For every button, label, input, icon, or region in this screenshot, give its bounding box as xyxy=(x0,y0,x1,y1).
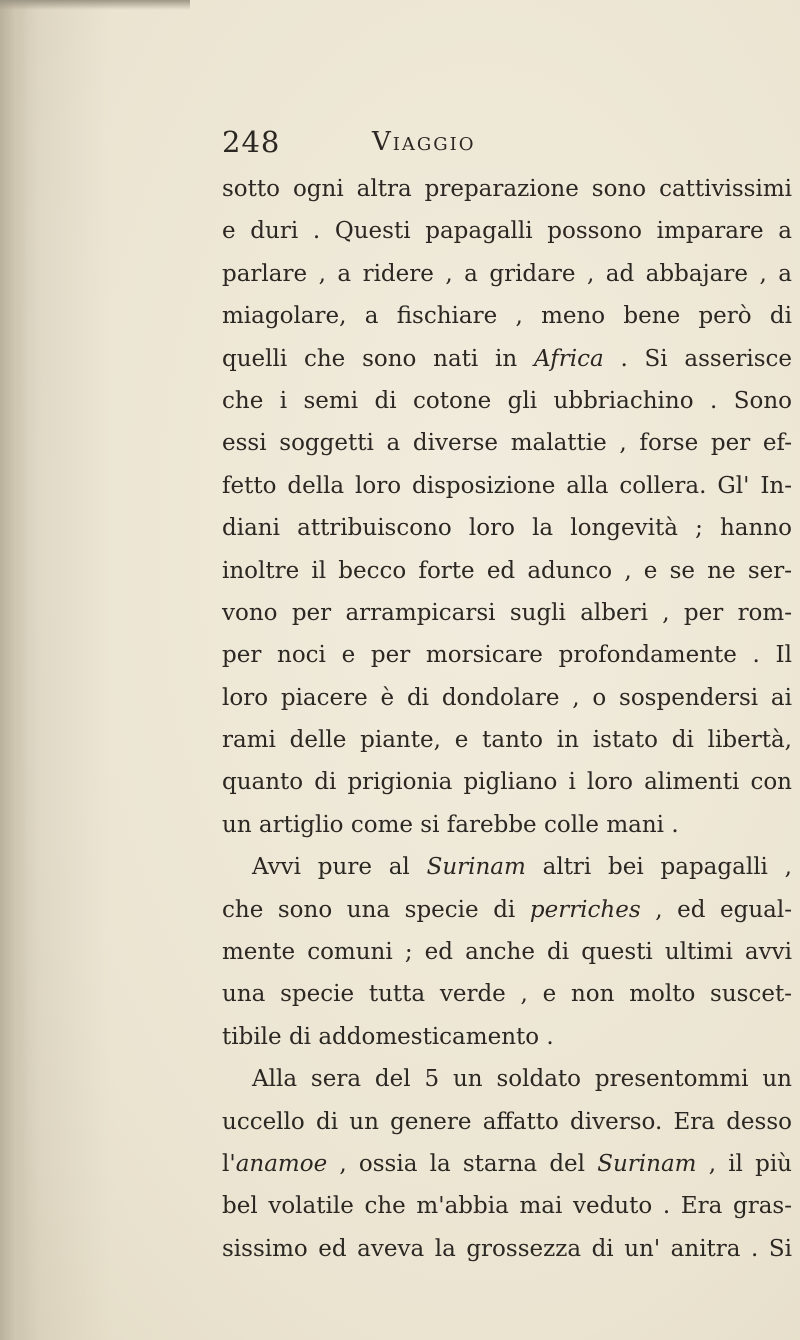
italic-place-name: Surinam xyxy=(426,854,526,881)
page-header xyxy=(222,125,782,165)
text-line: che i semi di cotone gli ubbriachino . Sono xyxy=(222,387,792,414)
text-line: tibile di addomesticamento . xyxy=(222,1023,554,1050)
text-line: mente comuni ; ed anche di questi ultimi avvi xyxy=(222,939,792,966)
text-line: per noci e per morsicare profondamente . Il xyxy=(222,642,792,669)
italic-place-name: Surinam xyxy=(597,1150,697,1177)
text-line: e duri . Questi papagalli possono imparare a xyxy=(222,218,792,245)
page-top-edge xyxy=(0,0,190,10)
text-line: essi soggetti a diverse malattie , forse per ef- xyxy=(222,430,792,457)
body-text xyxy=(222,168,792,1270)
text-segment: quelli che sono nati in xyxy=(222,345,534,372)
running-head: Viaggio xyxy=(372,127,476,157)
text-segment: . Si asserisce xyxy=(603,345,792,372)
text-line: vono per arrampicarsi sugli alberi , per rom- xyxy=(222,599,792,626)
text-line: una specie tutta verde , e non molto suscet- xyxy=(222,981,792,1008)
text-line: quanto di prigionia pigliano i loro alimenti con xyxy=(222,769,792,796)
text-line: sissimo ed aveva la grossezza di un' anitra . Si xyxy=(222,1235,792,1262)
text-line: diani attribuiscono loro la longevità ; hanno xyxy=(222,515,792,542)
italic-term: anamoe xyxy=(235,1150,328,1177)
page-number: 248 xyxy=(222,125,281,159)
text-line: fetto della loro disposizione alla collera. Gl' In- xyxy=(222,472,792,499)
text-line: rami delle piante, e tanto in istato di libertà, xyxy=(222,727,792,754)
text-segment: che sono una specie di xyxy=(222,896,530,923)
text-segment: altri bei papagalli , xyxy=(525,854,792,881)
text-segment: , ossia la starna del xyxy=(327,1150,598,1177)
text-line: parlare , a ridere , a gridare , ad abbajare , a xyxy=(222,260,792,287)
text-line: uccello di un genere affatto diverso. Era desso xyxy=(222,1108,792,1135)
text-line: miagolare, a fischiare , meno bene però di xyxy=(222,303,792,330)
text-line xyxy=(222,889,792,931)
text-line: sotto ogni altra preparazione sono cattivissimi xyxy=(222,176,792,202)
italic-place-name: Africa xyxy=(534,345,604,372)
text-line xyxy=(222,846,792,888)
text-segment: Avvi pure al xyxy=(252,854,427,881)
text-segment: , il più xyxy=(696,1150,792,1177)
text-line xyxy=(222,338,792,380)
text-segment: , ed egual- xyxy=(640,896,792,923)
text-line: bel volatile che m'abbia mai veduto . Era gras- xyxy=(222,1193,792,1220)
text-line: un artiglio come si farebbe colle mani . xyxy=(222,811,679,838)
text-line: Alla sera del 5 un soldato presentommi un xyxy=(252,1066,792,1093)
italic-term: perriches xyxy=(529,896,641,923)
page-gutter-shadow xyxy=(0,0,28,1340)
text-segment: l' xyxy=(222,1150,236,1177)
text-line: inoltre il becco forte ed adunco , e se ne ser- xyxy=(222,557,792,584)
text-line: loro piacere è di dondolare , o sospendersi ai xyxy=(222,684,792,711)
text-line xyxy=(222,1143,792,1185)
